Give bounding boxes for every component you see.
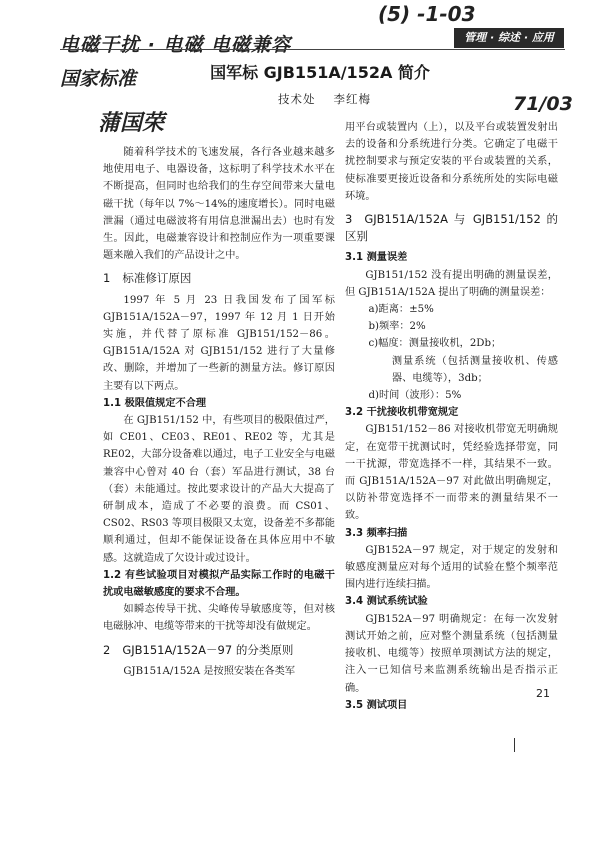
section-1-2-paragraph: 如瞬态传导干扰、尖峰传导敏感度等，但对核电磁脉冲、电缆等带来的干扰等却没有做规定。 bbox=[103, 604, 335, 633]
section-3-title: GJB151A/152A 与 GJB151/152 的区别 bbox=[345, 212, 558, 244]
author-dept: 技术处 bbox=[278, 92, 316, 106]
section-1-paragraph: 1997 年 5 月 23 日我国发布了国军标 GJB151A/152A－97，1997 年 12 月 1 日开始实施，并代替了原标准 GJB151/152－86。GJB151A/152A 对 GJB151/152 进行了大量修改、删除，并增加了一些新的测量方法。修订原因主要有以下两点。 bbox=[103, 294, 335, 392]
section-2-title: GJB151A/152A－97 的分类原则 bbox=[122, 642, 294, 657]
section-3-number: 3 bbox=[345, 212, 353, 227]
section-1-heading bbox=[103, 270, 335, 287]
right-column bbox=[345, 119, 558, 714]
list-item-distance: a)距离：±5% bbox=[368, 304, 434, 316]
handwritten-name: 蒲国荣 bbox=[98, 111, 165, 136]
section-3-1-heading: 3.1 测量误差 bbox=[345, 252, 408, 264]
handwritten-top-note: 电磁干扰 · 电磁 电磁兼容 bbox=[60, 34, 292, 56]
intro-paragraph: 随着科学技术的飞速发展，各行各业越来越多地使用电子、电器设备，这标明了科学技术水平在不断提高，但同时也给我们的生存空间带来大量电磁干扰（每年以 7%～14%的速度增长）。同时电磁泄漏（通过电磁波将有用信息泄漏出去）也时有发生。因此，电磁兼容设计和控制应作为一项重要课题来融入我们的产品设计之中。 bbox=[103, 147, 335, 262]
article-title: 国军标 GJB151A/152A 简介 bbox=[210, 63, 430, 82]
left-column bbox=[103, 144, 335, 680]
handwritten-date: (5) -1-03 bbox=[378, 2, 476, 26]
section-3-5-heading: 3.5 测试项目 bbox=[345, 699, 408, 711]
handwritten-side-note: 国家标准 bbox=[60, 68, 137, 90]
section-2-paragraph: GJB151A/152A 是按照安装在各类军 bbox=[123, 665, 296, 677]
section-3-3-paragraph: GJB152A－97 规定，对于规定的发射和敏感度测量应对每个适用的试验在整个频率范围内进行连续扫描。 bbox=[345, 544, 558, 591]
section-3-2-paragraph: GJB151/152－86 对接收机带宽无明确规定，在宽带干扰测试时，凭经验选择带宽，同一干扰源，带宽选择不一样，其结果不一致。而 GJB151A/152A－97 对此做出明确规定，以防补带宽选择不一而带来的测量结果不一致。 bbox=[345, 424, 558, 522]
list-item-frequency: b)频率：2% bbox=[368, 321, 426, 333]
section-1-1-heading: 1.1 极限值规定不合理 bbox=[103, 397, 207, 409]
section-3-4-heading: 3.4 测试系统试验 bbox=[345, 596, 428, 608]
continued-paragraph: 用平台或装置内（上），以及平台或装置发射出去的设备和分系统进行分类。它确定了电磁干扰控制要求与预定安装的平台或装置的关系，使标准要更接近设备和分系统所处的实际电磁环境。 bbox=[345, 122, 558, 202]
scan-mark bbox=[514, 738, 515, 752]
section-1-1-paragraph: 在 GJB151/152 中，有些项目的极限值过严，如 CE01、CE03、RE01、RE02 等，尤其是 RE02，大部分设备难以通过，电子工业安全与电磁兼容中心曾对 40 台（套）军品进行测试，38 台（套）未能通过。按此要求设计的产品大大提高了研制成本，造成了不必要的浪费。而 CS01、CS02、RS03 等项目极限又太宽，设备差不多都能顺利通过，但却不能保证设备在具体应用中不敏感。这就造成了欠设计或过设计。 bbox=[103, 415, 335, 564]
section-2-heading bbox=[103, 642, 335, 659]
section-3-heading bbox=[345, 211, 558, 245]
section-1-number: 1 bbox=[103, 271, 111, 286]
section-2-number: 2 bbox=[103, 642, 111, 657]
section-3-3-heading: 3.3 频率扫描 bbox=[345, 527, 408, 539]
list-item-amplitude: c)幅度：测量接收机，2Db； bbox=[368, 338, 502, 350]
list-item-amplitude-system: 测量系统（包括测量接收机、传感器、电缆等），3db； bbox=[391, 355, 558, 384]
section-3-4-paragraph: GJB152A－97 明确规定：在每一次发射测试开始之前，应对整个测量系统（包括测量接收机、电缆等）按照单项测试方法的规定，注入一已知信号来监测系统输出是否指示正确。 bbox=[345, 613, 558, 694]
handwritten-page-mark: 71/03 bbox=[513, 93, 573, 115]
section-1-title: 标准修订原因 bbox=[122, 271, 192, 286]
section-1-2-heading: 1.2 有些试验项目对模拟产品实际工作时的电磁干扰或电磁敏感度的要求不合理。 bbox=[103, 569, 335, 599]
section-3-1-paragraph: GJB151/152 没有提出明确的测量误差，但 GJB151A/152A 提出了明确的测量误差： bbox=[345, 269, 558, 298]
list-item-time: d)时间（波形）：5% bbox=[368, 390, 462, 402]
section-3-2-heading: 3.2 干扰接收机带宽规定 bbox=[345, 407, 459, 419]
section-header-badge: 管理 · 综述 · 应用 bbox=[454, 28, 564, 48]
author-name: 李红梅 bbox=[333, 92, 371, 106]
page-number: 21 bbox=[536, 687, 550, 700]
author-line bbox=[278, 91, 389, 107]
header-rule bbox=[60, 49, 565, 50]
